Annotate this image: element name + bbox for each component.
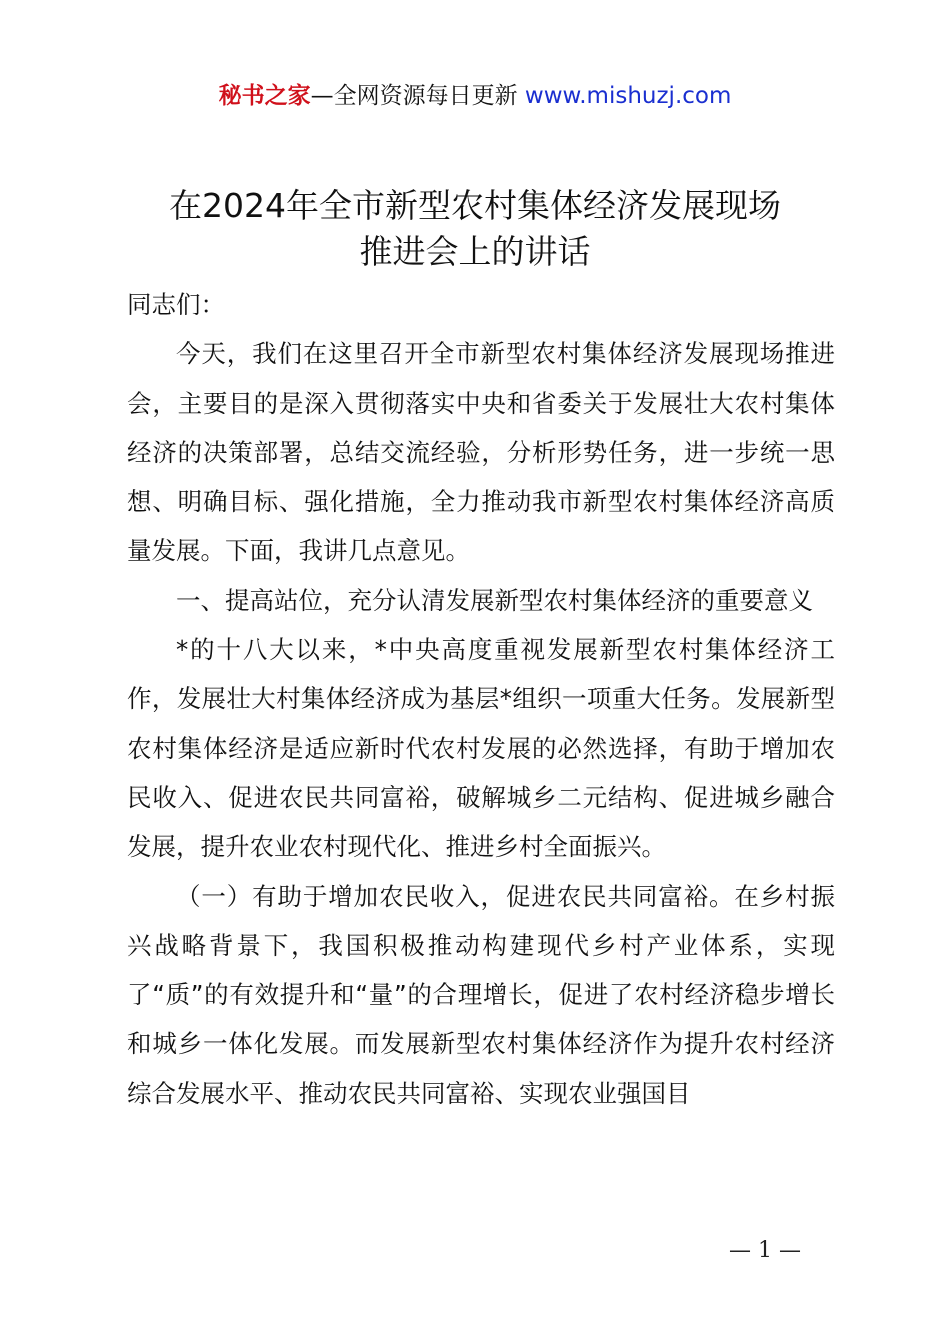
brand-name: 秘书之家 — [218, 83, 311, 109]
page-number: — 1 — — [729, 1238, 801, 1263]
document-body — [127, 280, 835, 1118]
title-line-2: 推进会上的讲话 — [359, 232, 591, 271]
title-line-1: 在2024年全市新型农村集体经济发展现场 — [169, 186, 781, 225]
paragraph-subsection-1: （一）有助于增加农民收入，促进农民共同富裕。在乡村振兴战略背景下，我国积极推动构建现代乡村产业体系，实现了“质”的有效提升和“量”的合理增长，促进了农村经济稳步增长和城乡一体化发展。而发展新型农村集体经济作为提升农村经济综合发展水平、推动农民共同富裕、实现农业强国目 — [127, 881, 835, 1108]
paragraph-intro: 今天，我们在这里召开全市新型农村集体经济发展现场推进会，主要目的是深入贯彻落实中央和省委关于发展壮大农村集体经济的决策部署，总结交流经验，分析形势任务，进一步统一思想、明确目标、强化措施，全力推动我市新型农村集体经济高质量发展。下面，我讲几点意见。 — [127, 339, 835, 566]
site-url-link[interactable]: www.mishuzj.com — [524, 83, 732, 109]
document-title — [110, 183, 840, 275]
section-heading-1: 一、提高站位，充分认清发展新型农村集体经济的重要意义 — [176, 585, 813, 615]
header-tagline: —全网资源每日更新 — [310, 83, 525, 109]
salutation: 同志们： — [127, 290, 225, 319]
paragraph-section-1: *的十八大以来，*中央高度重视发展新型农村集体经济工作，发展壮大村集体经济成为基层*组织一项重大任务。发展新型农村集体经济是适应新时代农村发展的必然选择，有助于增加农民收入、促进农民共同富裕，破解城乡二元结构、促进城乡融合发展，提升农业农村现代化、推进乡村全面振兴。 — [127, 635, 835, 862]
site-header — [0, 80, 950, 112]
